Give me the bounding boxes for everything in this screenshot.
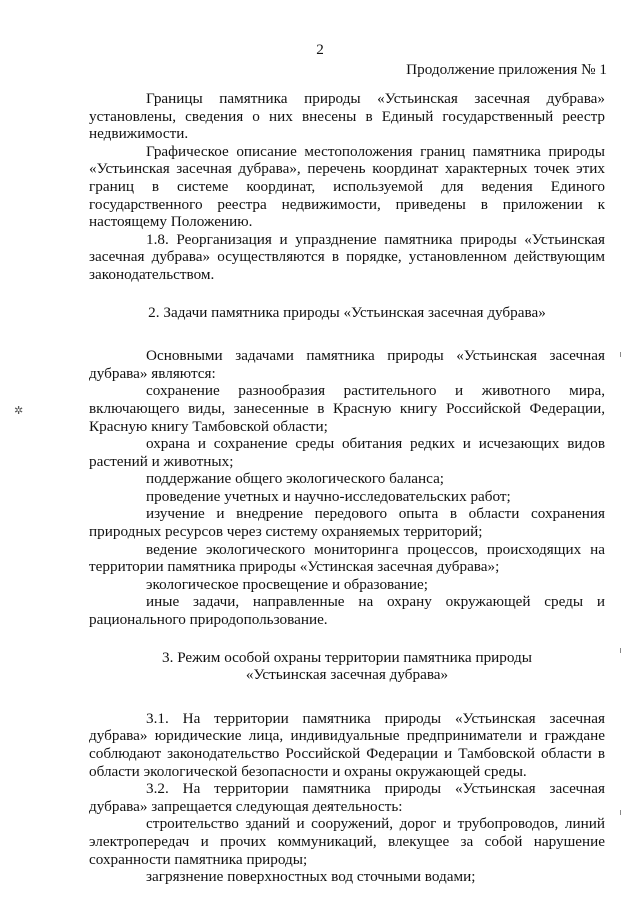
list-item: изучение и внедрение передового опыта в области сохранения природных ресурсов через систему охраняемых территорий; [89,505,605,541]
list-item: загрязнение поверхностных вод сточными водами; [146,868,476,886]
scan-tick [620,810,621,815]
list-item: строительство зданий и сооружений, дорог и трубопроводов, линий электропередач и прочих коммуникаций, влекущее за собой нарушение сохранности памятника природы; [89,815,605,868]
list-item: охрана и сохранение среды обитания редких и исчезающих видов растений и животных; [89,435,605,470]
list-item: поддержание общего экологического баланса; [146,470,445,488]
list-item: сохранение разнообразия растительного и животного мира, включающего виды, занесенные в Красную книгу Российской Федерации, Красную книгу Тамбовской области; [89,382,605,435]
appendix-continuation-label: Продолжение приложения № 1 [406,61,607,78]
list-item: проведение учетных и научно-исследовательских работ; [146,487,511,505]
list-item: иные задачи, направленные на охрану окружающей среды и рационального природопользование. [89,593,605,629]
paragraph-3-2: 3.2. На территории памятника природы «Устьинская засечная дубрава» запрещается следующая деятельность: [89,780,605,815]
page-number: 2 [316,41,324,58]
scan-tick [620,352,621,357]
section-3-heading-line-2: «Устьинская засечная дубрава» [245,666,449,684]
paragraph-graphic-description: Графическое описание местоположения границ памятника природы «Устьинская засечная дубрава», перечень координат характерных точек этих границ в системе координат, используемой для ведения Единого государственного реестра недвижимости, приведены в приложении к настоящему Положению. [89,142,605,231]
scan-mark: ✲ [14,404,24,417]
section-2-lead: Основными задачами памятника природы «Устьинская засечная дубрава» являются: [89,347,605,382]
paragraph-3-1: 3.1. На территории памятника природы «Устьинская засечная дубрава» юридические лица, индивидуальные предприниматели и граждане соблюдают законодательство Российской Федерации и Тамбовской области в области экологической безопасности и охраны окружающей среды. [89,709,605,780]
list-item: экологическое просвещение и образование; [146,575,428,593]
paragraph-boundaries: Границы памятника природы «Устьинская засечная дубрава» установлены, сведения о них внесены в Единый государственный реестр недвижимости. [89,90,605,143]
scan-tick [620,648,621,653]
section-2-heading: 2. Задачи памятника природы «Устьинская засечная дубрава» [148,303,546,321]
paragraph-1-8: 1.8. Реорганизация и упразднение памятника природы «Устьинская засечная дубрава» осуществляются в порядке, установленном действующим законодательством. [89,230,605,283]
document-body [89,90,605,886]
section-3-heading-line-1: 3. Режим особой охраны территории памятника природы [162,648,532,666]
list-item: ведение экологического мониторинга процессов, происходящих на территории памятника природы «Устинская засечная дубрава»; [89,540,605,576]
